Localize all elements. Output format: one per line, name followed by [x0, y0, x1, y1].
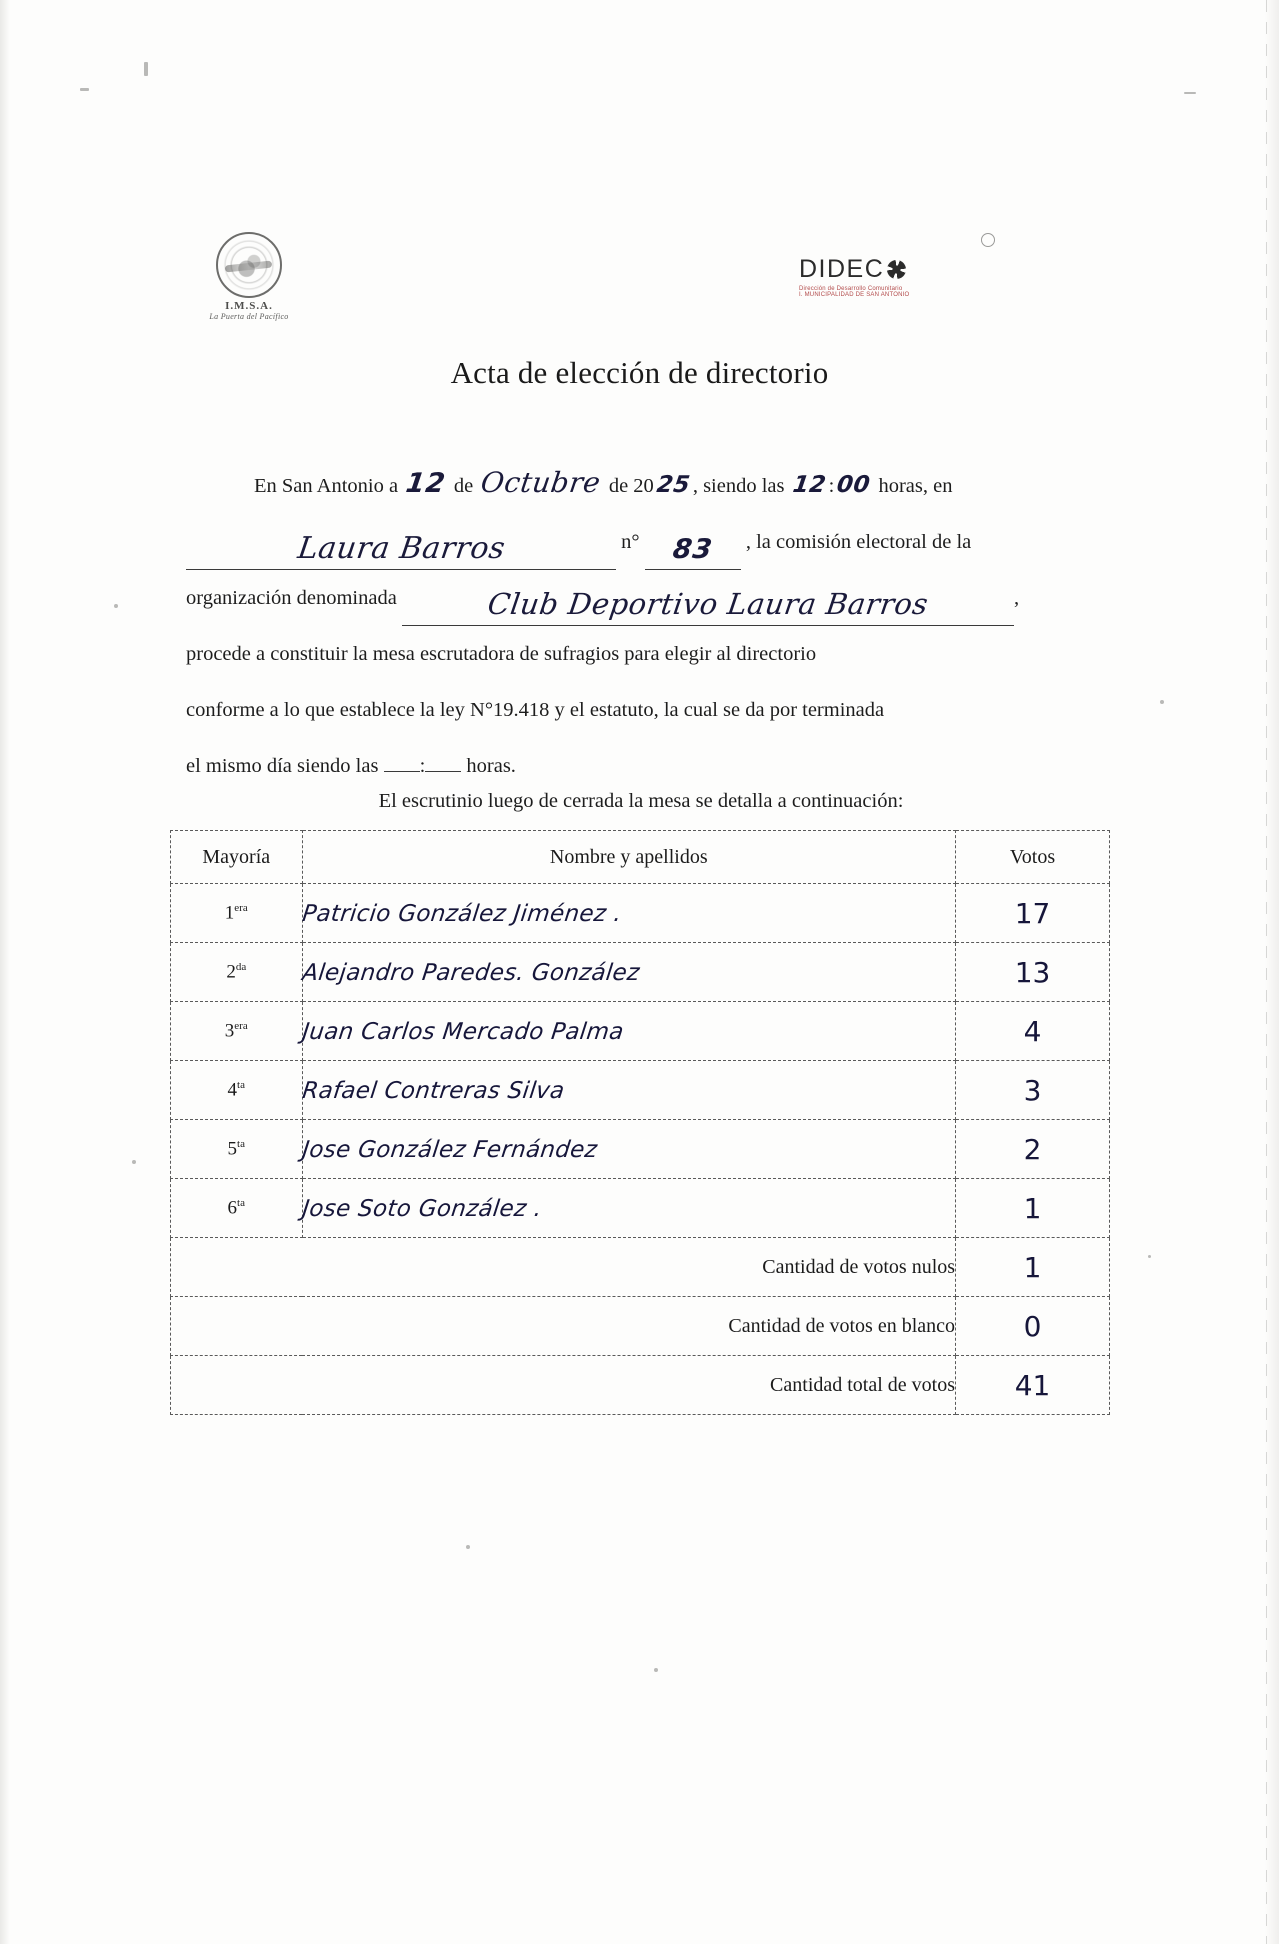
- dideco-wordmark: DIDEC: [799, 255, 885, 283]
- table-summary-row: [171, 1297, 1110, 1356]
- cell-rank: [171, 1179, 303, 1238]
- rank-suffix: ta: [237, 1137, 245, 1150]
- page-title: Acta de elección de directorio: [450, 355, 829, 390]
- field-day[interactable]: 12: [404, 468, 449, 499]
- cell-rank: [171, 1002, 303, 1061]
- municipality-logo: [200, 232, 298, 324]
- rank-suffix: ta: [237, 1078, 245, 1091]
- field-number-value: 83: [670, 534, 715, 565]
- rank-suffix: era: [234, 1019, 248, 1032]
- cell-rank: [171, 1061, 303, 1120]
- dideco-subtitle-1: Dirección de Desarrollo Comunitario: [799, 286, 903, 292]
- header-name: Nombre y apellidos: [302, 831, 956, 884]
- text-comision-electoral: , la comisión electoral de la: [745, 531, 972, 553]
- table-row: [171, 884, 1110, 943]
- cell-votes[interactable]: 2: [956, 1120, 1110, 1179]
- scan-speck: [466, 1545, 470, 1549]
- table-row: [171, 1179, 1110, 1238]
- scrutiny-intro: El escrutinio luego de cerrada la mesa se detalla a continuación:: [378, 790, 904, 812]
- dideco-subtitle-2: I. MUNICIPALIDAD DE SAN ANTONIO: [799, 292, 910, 298]
- cell-votes[interactable]: 13: [956, 943, 1110, 1002]
- table-row: [171, 1061, 1110, 1120]
- text-de-1: de: [453, 475, 474, 497]
- summary-label-blank-votes: Cantidad de votos en blanco: [171, 1297, 956, 1356]
- table-header-row: [171, 831, 1110, 884]
- text-de-20: de 20: [608, 475, 654, 497]
- text-mismo-dia: el mismo día siendo las: [186, 755, 379, 777]
- scan-speck: [114, 604, 118, 608]
- rank-suffix: era: [234, 901, 248, 914]
- scan-speck: [654, 1668, 658, 1672]
- document-body: [186, 455, 1096, 794]
- field-number[interactable]: [645, 533, 741, 570]
- cell-candidate-name[interactable]: Jose Soto González .: [298, 1179, 959, 1238]
- summary-label-null-votes: Cantidad de votos nulos: [171, 1238, 956, 1297]
- cell-candidate-name[interactable]: Jose González Fernández: [298, 1120, 959, 1179]
- municipality-acronym: I.M.S.A.: [225, 300, 273, 312]
- body-line-4: [186, 626, 1096, 682]
- cell-rank: [171, 1120, 303, 1179]
- dideco-globe-icon: [887, 260, 906, 279]
- cell-votes[interactable]: 4: [956, 1002, 1110, 1061]
- summary-label-total-votes: Cantidad total de votos: [171, 1356, 956, 1415]
- field-end-minute[interactable]: [425, 771, 461, 772]
- scan-speck: [1184, 92, 1196, 94]
- scan-edge-right: [1265, 0, 1279, 1944]
- cell-rank: [171, 943, 303, 1002]
- field-place-value: Laura Barros: [295, 531, 508, 566]
- scan-artifact-icon: [981, 233, 995, 247]
- header-majority: Mayoría: [171, 831, 303, 884]
- municipality-seal-icon: [216, 232, 282, 298]
- text-procede-constituir: procede a constituir la mesa escrutadora de sufragios para elegir al directorio: [186, 643, 817, 665]
- scan-speck: [80, 88, 89, 91]
- field-hour[interactable]: 12: [790, 472, 828, 498]
- text-numero: n°: [621, 531, 640, 553]
- field-organization[interactable]: [402, 587, 1014, 626]
- field-month[interactable]: Octubre: [479, 466, 604, 499]
- field-year[interactable]: 25: [654, 472, 692, 498]
- body-line-3: [186, 570, 1096, 626]
- text-comma: ,: [1013, 587, 1020, 609]
- field-place[interactable]: [186, 532, 616, 570]
- table-row: [171, 943, 1110, 1002]
- cell-votes[interactable]: 17: [956, 884, 1110, 943]
- municipality-tagline: La Puerta del Pacífico: [209, 312, 289, 321]
- cell-votes[interactable]: 1: [956, 1179, 1110, 1238]
- rank-number: 5: [227, 1138, 238, 1160]
- body-line-5: [186, 682, 1096, 738]
- table-row: [171, 1002, 1110, 1061]
- scan-edge-left: [0, 0, 10, 1944]
- body-line-2: [186, 514, 1096, 570]
- text-horas-en: horas, en: [878, 475, 953, 497]
- field-end-hour[interactable]: [384, 771, 420, 772]
- text-organizacion-denominada: organización denominada: [186, 587, 397, 609]
- cell-rank: [171, 884, 303, 943]
- table-summary-row: [171, 1356, 1110, 1415]
- cell-candidate-name[interactable]: Juan Carlos Mercado Palma: [298, 1002, 959, 1061]
- scan-border-line: [1266, 0, 1267, 1944]
- text-conforme-ley: conforme a lo que establece la ley N°19.418 y el estatuto, la cual se da por terminada: [186, 699, 885, 721]
- body-line-1: [186, 455, 1096, 514]
- rank-suffix: da: [235, 960, 247, 973]
- text-end-sep: :: [419, 755, 426, 777]
- summary-value-null-votes[interactable]: 1: [956, 1238, 1110, 1297]
- text-en-san-antonio: En San Antonio a: [254, 475, 399, 497]
- table-summary-row: [171, 1238, 1110, 1297]
- scan-speck: [144, 62, 148, 76]
- rank-number: 3: [224, 1020, 235, 1042]
- text-horas-2: horas.: [466, 755, 516, 777]
- scan-speck: [1160, 700, 1164, 704]
- field-organization-value: Club Deportivo Laura Barros: [485, 587, 931, 621]
- rank-number: 6: [227, 1197, 238, 1219]
- results-table: [170, 830, 1110, 1415]
- cell-votes[interactable]: 3: [956, 1061, 1110, 1120]
- text-hour-sep: :: [828, 475, 835, 497]
- cell-candidate-name[interactable]: Patricio González Jiménez .: [298, 884, 959, 943]
- dideco-logo: [799, 255, 979, 298]
- rank-number: 2: [226, 961, 236, 983]
- header-votes: Votos: [956, 831, 1110, 884]
- text-siendo-las: , siendo las: [692, 475, 785, 497]
- table-row: [171, 1120, 1110, 1179]
- cell-candidate-name[interactable]: Alejandro Paredes. González: [298, 943, 959, 1002]
- summary-value-blank-votes[interactable]: 0: [956, 1297, 1110, 1356]
- rank-number: 4: [227, 1079, 238, 1101]
- scan-speck: [132, 1160, 136, 1164]
- summary-value-total-votes[interactable]: 41: [956, 1356, 1110, 1415]
- rank-number: 1: [224, 902, 235, 924]
- body-line-6: [186, 738, 1096, 794]
- scan-speck: [1148, 1255, 1151, 1258]
- field-minute[interactable]: 00: [835, 472, 873, 498]
- rank-suffix: ta: [237, 1196, 245, 1209]
- cell-candidate-name[interactable]: Rafael Contreras Silva: [298, 1061, 959, 1120]
